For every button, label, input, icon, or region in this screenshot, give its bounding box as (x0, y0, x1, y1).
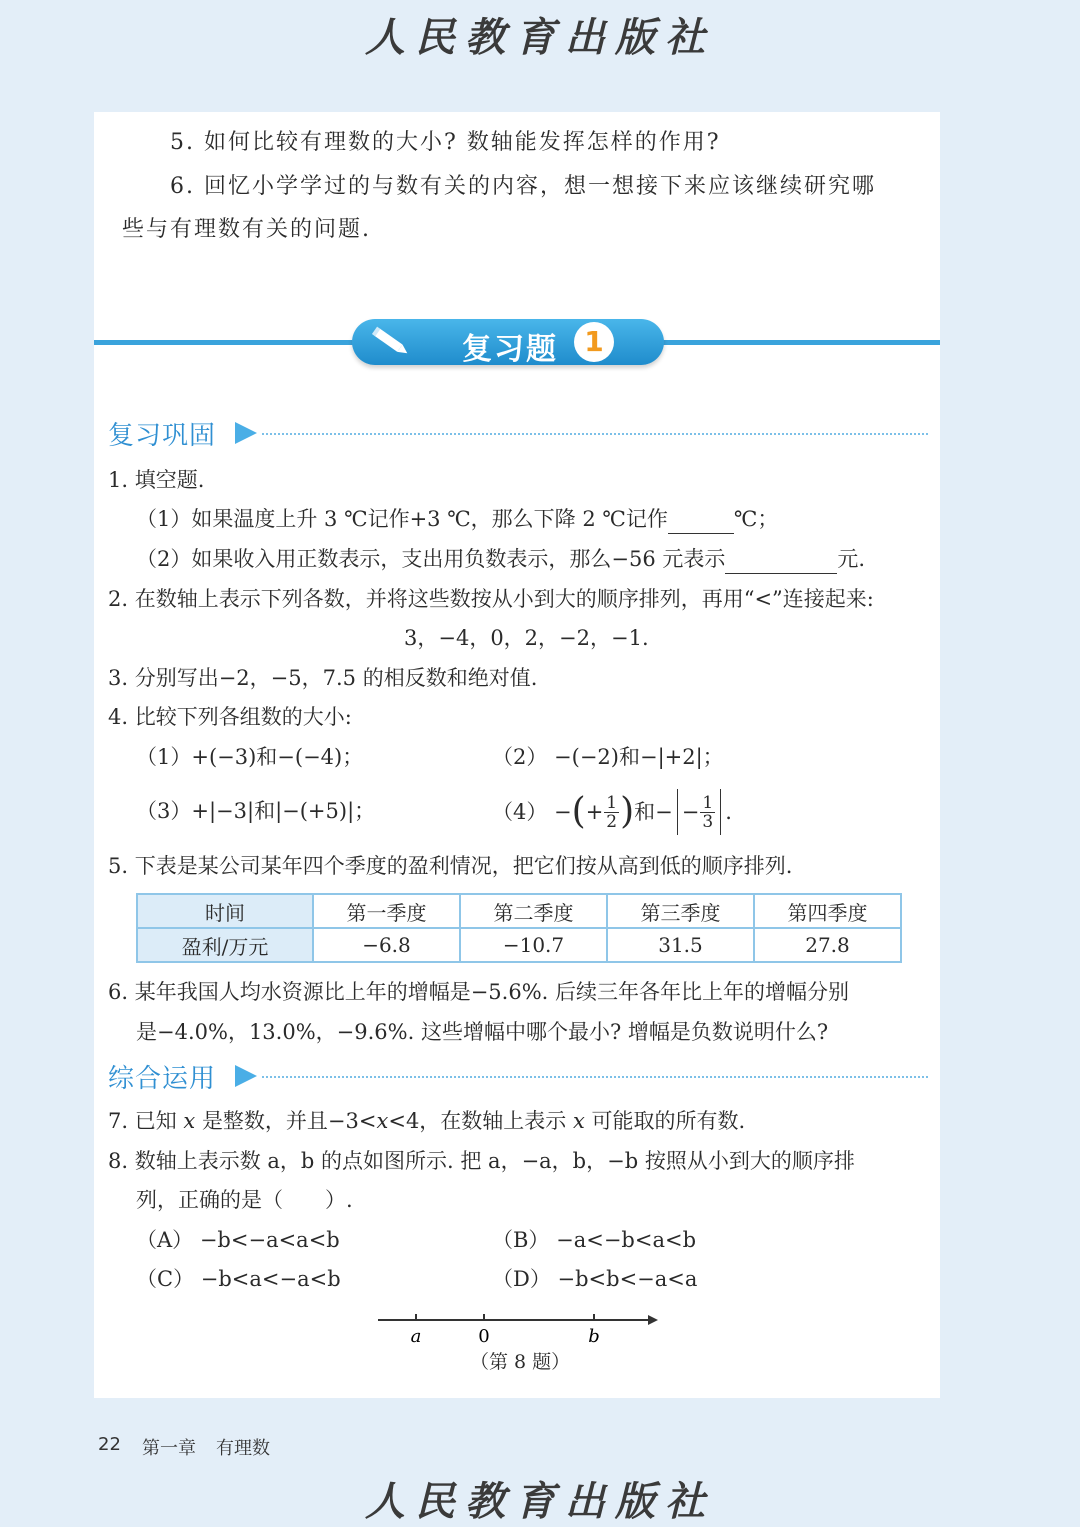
fraction-numerator: 1 (702, 792, 714, 813)
chapter-label: 第一章 (142, 1438, 196, 1459)
problem-7-part: 可能取的所有数. (591, 1109, 746, 1133)
chapter-title: 有理数 (216, 1438, 270, 1459)
table-row (137, 928, 901, 962)
axis-arrow-icon (648, 1315, 658, 1325)
problem-7-text (108, 1107, 745, 1135)
table-header-cell: 第一季度 (313, 894, 460, 928)
abs-bar-left (677, 789, 678, 835)
table-cell: −10.7 (460, 928, 607, 962)
section-heading-apply: 综合运用 (108, 1064, 217, 1094)
table-header-row (137, 894, 901, 928)
table-cell: −6.8 (313, 928, 460, 962)
figure-caption: （第 8 题） (470, 1351, 571, 1373)
fraction-one-third (700, 794, 715, 831)
table-cell: 31.5 (607, 928, 754, 962)
choice-b: （B） −a<−b<a<b (492, 1228, 697, 1252)
section-arrow-icon (235, 422, 257, 444)
fraction-denominator: 3 (702, 811, 714, 832)
number-line-figure (374, 1308, 664, 1348)
problem-6-line1: 6. 某年我国人均水资源比上年的增幅是−5.6%. 后续三年各年比上年的增幅分别 (108, 980, 850, 1004)
banner-number-badge: 1 (574, 322, 614, 362)
answer-blank[interactable] (668, 505, 734, 534)
problem-1a (136, 505, 778, 534)
problem-7-part: <4，在数轴上表示 (388, 1109, 567, 1133)
section-arrow-icon (235, 1065, 257, 1087)
problem-8-line1: 8. 数轴上表示数 a，b 的点如图所示. 把 a，−a，b，−b 按照从小到大的顺序排 (108, 1149, 855, 1173)
intro-question-6-line2: 些与有理数有关的问题. (122, 217, 371, 242)
choice-d: （D） −b<b<−a<a (492, 1267, 698, 1291)
paren-open: ( (571, 791, 586, 832)
choice-c: （C） −b<a<−a<b (136, 1267, 341, 1291)
variable-x: x (183, 1109, 196, 1133)
banner-title: 复习题 (462, 332, 558, 367)
problem-4b: （2） −(−2)和−|+2|； (492, 745, 724, 769)
table-header-cell: 第四季度 (754, 894, 901, 928)
problem-1b-text: （2）如果收入用正数表示，支出用负数表示，那么−56 元表示 (136, 547, 726, 571)
table-header-cell: 第二季度 (460, 894, 607, 928)
problem-1a-text: （1）如果温度上升 3 ℃记作+3 ℃，那么下降 2 ℃记作 (136, 507, 668, 531)
problem-2-numbers: 3，−4，0，2，−2，−1. (404, 626, 649, 650)
table-header-cell: 第三季度 (607, 894, 754, 928)
problem-3-text: 3. 分别写出−2，−5，7.5 的相反数和绝对值. (108, 666, 538, 690)
section-divider (262, 433, 928, 435)
axis-label-b: b (588, 1326, 600, 1347)
problem-2-text: 2. 在数轴上表示下列各数，并将这些数按从小到大的顺序排列，再用“<”连接起来: (108, 587, 874, 611)
review-banner (352, 319, 664, 365)
problem-7-part: 7. 已知 (108, 1109, 177, 1133)
section-divider (262, 1076, 928, 1078)
pencil-icon (370, 325, 414, 359)
problem-5-text: 5. 下表是某公司某年四个季度的盈利情况，把它们按从高到低的顺序排列. (108, 854, 793, 878)
fraction-numerator: 1 (606, 792, 618, 813)
textbook-page (94, 112, 940, 1398)
problem-1b-unit: 元. (837, 547, 866, 571)
answer-blank[interactable] (725, 545, 837, 574)
page-number: 22 (98, 1434, 121, 1455)
section-heading-review: 复习巩固 (108, 421, 217, 451)
problem-1a-unit: ℃； (733, 507, 779, 531)
problem-4d (492, 784, 732, 840)
problem-4c: （3）+|−3|和|−(+5)|； (136, 799, 376, 823)
publisher-watermark-bottom: 人民教育出版社 (365, 1478, 715, 1525)
abs-bar-right (720, 789, 721, 835)
problem-4d-middle: 和− (634, 800, 673, 824)
fraction-one-half (604, 794, 619, 831)
publisher-watermark-top: 人民教育出版社 (365, 14, 715, 61)
problem-1-title: 1. 填空题. (108, 468, 205, 492)
table-header-cell: 时间 (137, 894, 313, 928)
problem-4d-prefix: （4） − (492, 800, 572, 824)
problem-4d-end: . (725, 800, 732, 824)
problem-4a: （1）+(−3)和−(−4)； (136, 745, 364, 769)
problem-1b (136, 545, 865, 574)
intro-question-5: 5. 如何比较有理数的大小? 数轴能发挥怎样的作用? (170, 130, 721, 155)
plus-sign: + (585, 800, 604, 824)
table-cell: 盈利/万元 (137, 928, 313, 962)
intro-question-6-line1: 6. 回忆小学学过的与数有关的内容，想一想接下来应该继续研究哪 (170, 174, 876, 199)
axis-label-a: a (410, 1326, 422, 1347)
choice-a: （A） −b<−a<a<b (136, 1228, 340, 1252)
minus-sign: − (681, 800, 700, 824)
variable-x: x (573, 1109, 585, 1133)
paren-close: ) (620, 791, 635, 832)
problem-7-part: 是整数，并且−3< (201, 1109, 377, 1133)
problem-6-line2: 是−4.0%，13.0%，−9.6%. 这些增幅中哪个最小? 增幅是负数说明什么? (136, 1020, 829, 1044)
problem-4-title: 4. 比较下列各组数的大小: (108, 705, 352, 729)
variable-x: x (376, 1109, 389, 1133)
fraction-denominator: 2 (606, 811, 618, 832)
problem-8-line2: 列，正确的是（ ）. (136, 1188, 353, 1212)
profit-table (136, 893, 902, 963)
axis-label-zero: 0 (478, 1326, 490, 1347)
table-cell: 27.8 (754, 928, 901, 962)
